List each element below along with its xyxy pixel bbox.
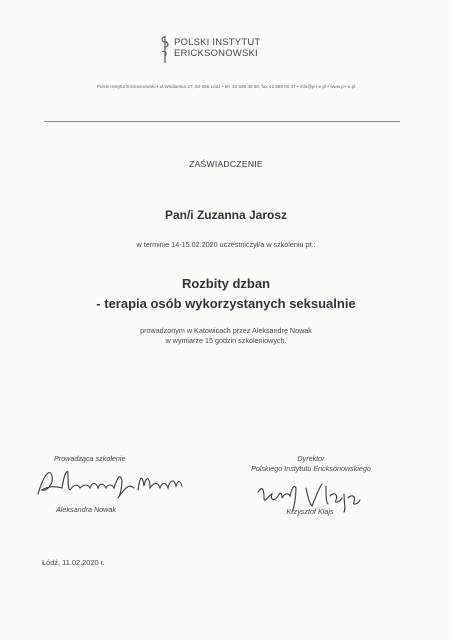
header-divider [44, 121, 400, 122]
course-title-line1: Rozbity dzban [181, 276, 271, 291]
institute-address: Polski Instytut Ericksonowski • ul.Wodiarska 27, 94-056 Łódź • tel. 42 689 48 60, fax 42 689 00 47 • info@p-i-e.pl • www.p-i-e.pl [96, 84, 356, 89]
trainer-name: Aleksandra Nowak [56, 505, 116, 514]
director-name: Krzysztof Klajs [286, 507, 334, 516]
course-details-line2: w wymiarze 15 godzin szkoleniowych. [165, 336, 287, 345]
institute-name [174, 37, 260, 59]
place-and-date: Łódź, 11.02.2020 r. [42, 558, 105, 567]
course-title-line2: - terapia osób wykorzystanych seksualnie [96, 296, 356, 311]
logo-mark-icon [158, 34, 172, 64]
director-role-line1: Dyrektor [297, 454, 325, 463]
training-term: w terminie 14-15.02.2020 uczestniczył/a w szkoleniu pt.: [136, 240, 316, 249]
director-role-line2: Polskiego Instytutu Ericksonowskiego [251, 464, 371, 473]
institute-logo [158, 34, 298, 64]
institute-name-line1: POLSKI INSTYTUT [174, 37, 261, 48]
trainer-signature [34, 466, 184, 500]
recipient-name: Pan/i Zuzanna Jarosz [164, 208, 288, 222]
course-details-line1: prowadzonym w Katowicach przez Aleksandrę Nowak [140, 326, 312, 335]
trainer-role: Prowadząca szkolenie [54, 454, 126, 463]
document-title: ZAŚWIADCZENIE [189, 159, 263, 169]
institute-name-line2: ERICKSONOWSKI [174, 48, 258, 59]
